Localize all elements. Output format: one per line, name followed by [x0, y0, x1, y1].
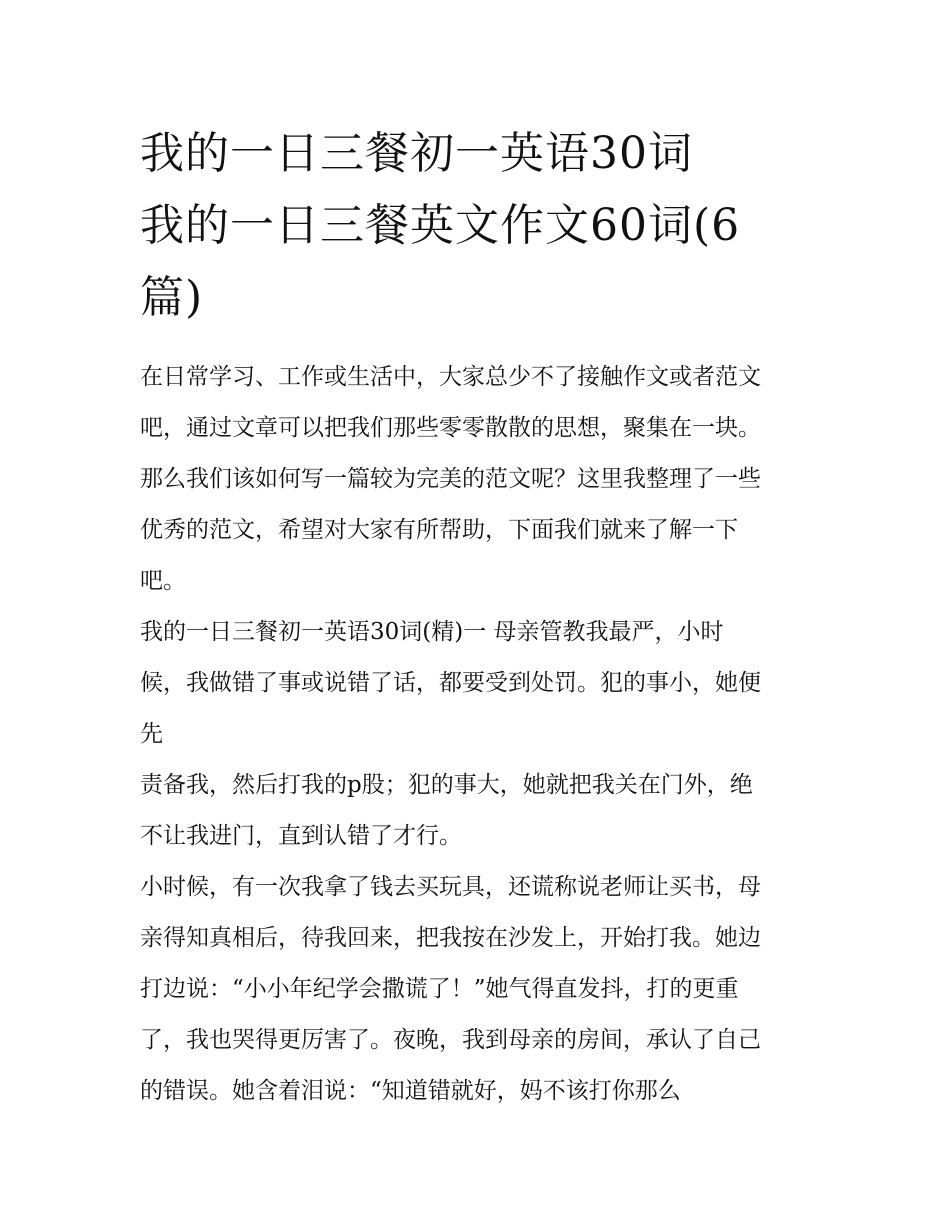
document-page [140, 118, 820, 1117]
text-line: 打边说：“小小年纪学会撒谎了！”她气得直发抖，打的更重 [140, 976, 739, 1002]
text-line: 在日常学习、工作或生活中，大家总少不了接触作文或者范文 [140, 364, 761, 390]
document-body [140, 352, 820, 1117]
title-line-2: 我的一日三餐英文作文60词(6 [140, 200, 741, 251]
text-line: 那么我们该如何写一篇较为完美的范文呢？这里我整理了一些 [140, 466, 761, 492]
text-line: 候，我做错了事或说错了话，都要受到处罚。犯的事小，她便 [140, 670, 761, 696]
paragraph-essay-heading [140, 607, 820, 760]
text-line: 先 [140, 721, 163, 747]
document-title [140, 118, 820, 334]
text-line: 我的一日三餐初一英语30词(精)一 母亲管教我最严，小时 [140, 619, 724, 645]
text-line: 的错误。她含着泪说：“知道错就好，妈不该打你那么 [140, 1078, 681, 1104]
text-line: 吧，通过文章可以把我们那些零零散散的思想，聚集在一块。 [140, 415, 761, 441]
text-line: 亲得知真相后，待我回来，把我按在沙发上，开始打我。她边 [140, 925, 761, 951]
text-line: 了，我也哭得更厉害了。夜晚，我到母亲的房间，承认了自己 [140, 1027, 761, 1053]
text-line: 小时候，有一次我拿了钱去买玩具，还谎称说老师让买书，母 [140, 874, 761, 900]
text-line: 责备我，然后打我的p股；犯的事大，她就把我关在门外，绝 [140, 772, 753, 798]
title-line-1: 我的一日三餐初一英语30词 [140, 128, 693, 179]
paragraph-story [140, 862, 820, 1117]
text-line: 优秀的范文，希望对大家有所帮助，下面我们就来了解一下 [140, 517, 738, 543]
title-line-3: 篇) [140, 272, 204, 323]
paragraph-intro [140, 352, 820, 607]
text-line: 不让我进门，直到认错了才行。 [140, 823, 462, 849]
text-line: 吧。 [140, 568, 186, 594]
paragraph-punishment [140, 760, 820, 862]
